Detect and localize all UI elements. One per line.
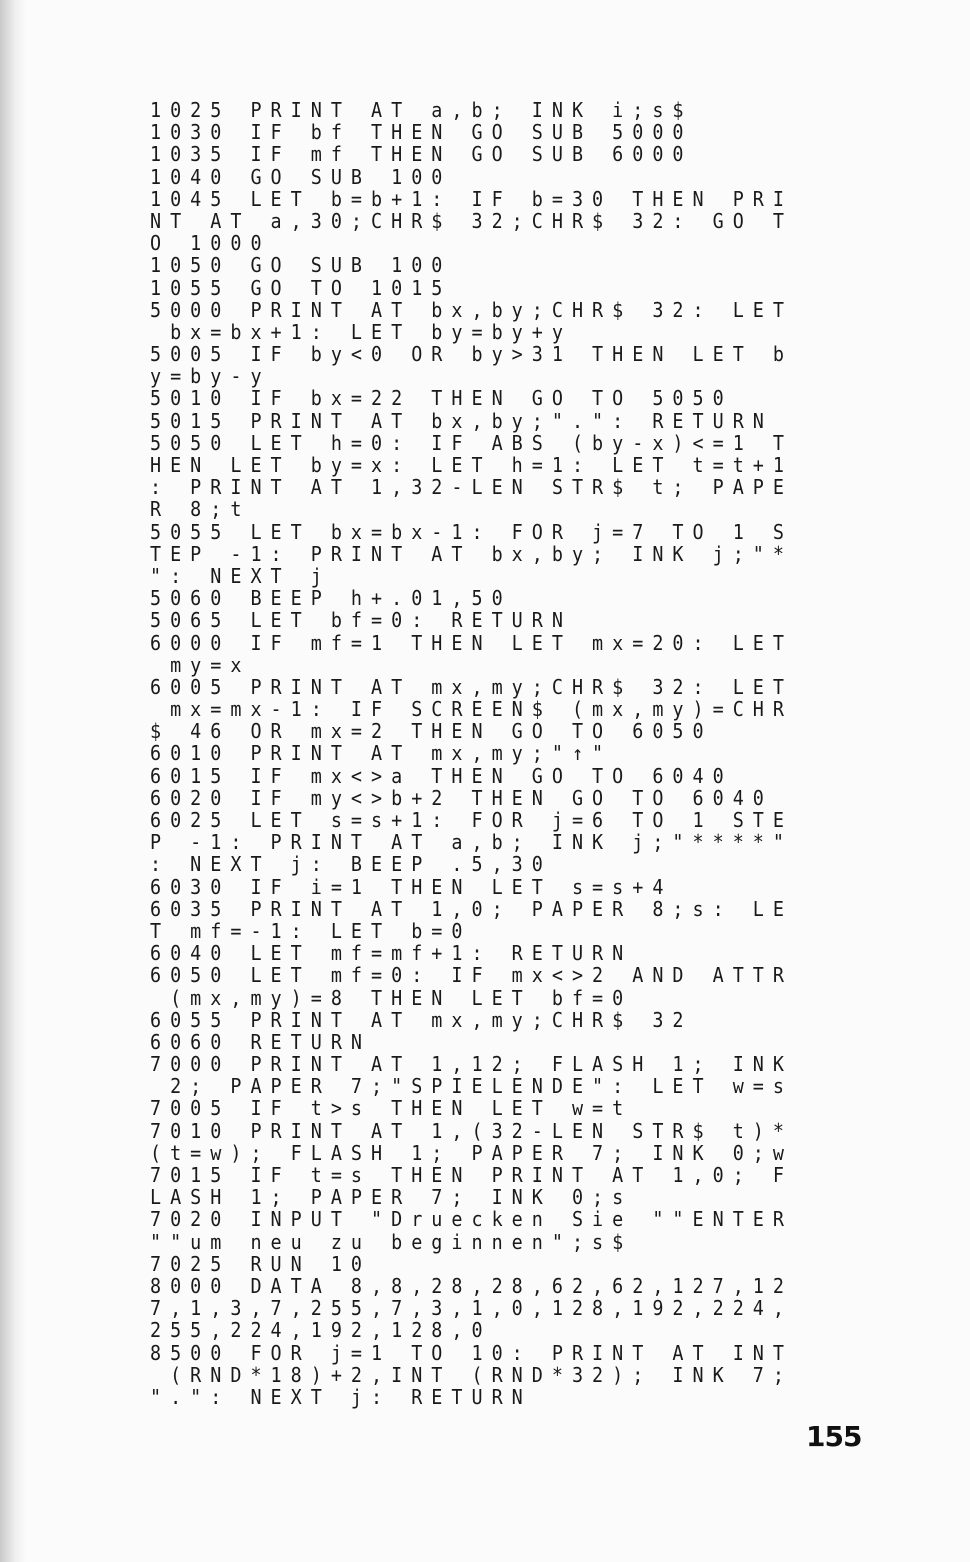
code-line: 5015 PRINT AT bx,by;".": RETURN: [150, 408, 773, 433]
code-line: 6030 IF i=1 THEN LET s=s+4: [150, 874, 673, 899]
code-line: 1055 GO TO 1015: [150, 275, 452, 300]
code-line: R 8;t: [150, 497, 251, 522]
code-line: 1025 PRINT AT a,b; INK i;s$: [150, 98, 693, 122]
code-line: 6060 RETURN: [150, 1029, 372, 1054]
code-line: bx=bx+1: LET by=by+y: [150, 319, 572, 344]
code-line: 5055 LET bx=bx-1: FOR j=7 TO 1 S: [150, 519, 794, 544]
code-line: 5065 LET bf=0: RETURN: [150, 608, 572, 633]
code-line: 7,1,3,7,255,7,3,1,0,128,192,224,: [150, 1296, 794, 1321]
code-line: : PRINT AT 1,32-LEN STR$ t; PAPE: [150, 475, 794, 500]
page-number: 155: [806, 1420, 862, 1453]
code-line: 2; PAPER 7;"SPIELENDE": LET w=s: [150, 1074, 794, 1099]
code-line: TEP -1: PRINT AT bx,by; INK j;"*: [150, 541, 794, 566]
code-line: 7010 PRINT AT 1,(32-LEN STR$ t)*: [150, 1118, 794, 1143]
code-line: ".": NEXT j: RETURN: [150, 1384, 532, 1409]
code-line: O 1000: [150, 231, 271, 256]
code-line: (t=w); FLASH 1; PAPER 7; INK 0;w: [150, 1140, 794, 1165]
code-line: 7005 IF t>s THEN LET w=t: [150, 1096, 633, 1121]
code-line: ""um neu zu beginnen";s$: [150, 1229, 633, 1254]
code-line: 6040 LET mf=mf+1: RETURN: [150, 941, 633, 966]
code-line: ": NEXT j: [150, 563, 331, 588]
code-line: 7000 PRINT AT 1,12; FLASH 1; INK: [150, 1052, 794, 1077]
code-line: 1050 GO SUB 100: [150, 253, 452, 278]
code-line: T mf=-1: LET b=0: [150, 918, 472, 943]
code-line: 5005 IF by<0 OR by>31 THEN LET b: [150, 342, 794, 367]
code-line: y=by-y: [150, 364, 271, 389]
code-line: 6055 PRINT AT mx,my;CHR$ 32: [150, 1007, 693, 1032]
code-line: P -1: PRINT AT a,b; INK j;"****": [150, 830, 794, 855]
code-line: 1040 GO SUB 100: [150, 164, 452, 189]
code-line: 6035 PRINT AT 1,0; PAPER 8;s: LE: [150, 896, 794, 921]
code-line: 6010 PRINT AT mx,my;"↑": [150, 741, 613, 766]
code-line: 5050 LET h=0: IF ABS (by-x)<=1 T: [150, 430, 794, 455]
code-line: 7020 INPUT "Druecken Sie ""ENTER: [150, 1207, 794, 1232]
code-line: 6050 LET mf=0: IF mx<>2 AND ATTR: [150, 963, 794, 988]
code-line: 5010 IF bx=22 THEN GO TO 5050: [150, 386, 733, 411]
code-line: 5060 BEEP h+.01,50: [150, 586, 512, 611]
code-line: NT AT a,30;CHR$ 32;CHR$ 32: GO T: [150, 208, 794, 233]
code-line: : NEXT j: BEEP .5,30: [150, 852, 552, 877]
code-line: 6000 IF mf=1 THEN LET mx=20: LET: [150, 630, 794, 655]
code-line: 6025 LET s=s+1: FOR j=6 TO 1 STE: [150, 808, 794, 832]
code-line: 5000 PRINT AT bx,by;CHR$ 32: LET: [150, 297, 794, 322]
code-line: 7015 IF t=s THEN PRINT AT 1,0; F: [150, 1163, 794, 1187]
code-line: 6015 IF mx<>a THEN GO TO 6040: [150, 763, 733, 788]
code-line: my=x: [150, 652, 251, 677]
code-line: 255,224,192,128,0: [150, 1318, 492, 1343]
code-line: LASH 1; PAPER 7; INK 0;s: [150, 1185, 633, 1210]
code-line: 6020 IF my<>b+2 THEN GO TO 6040: [150, 785, 773, 810]
code-line: 1030 IF bf THEN GO SUB 5000: [150, 120, 693, 145]
code-line: 6005 PRINT AT mx,my;CHR$ 32: LET: [150, 674, 794, 699]
code-line: (RND*18)+2,INT (RND*32); INK 7;: [150, 1362, 794, 1387]
code-line: 8000 DATA 8,8,28,28,62,62,127,12: [150, 1273, 794, 1298]
code-line: $ 46 OR mx=2 THEN GO TO 6050: [150, 719, 713, 744]
basic-program-listing: [150, 99, 850, 1408]
code-line: (mx,my)=8 THEN LET bf=0: [150, 985, 633, 1010]
code-line: 1045 LET b=b+1: IF b=30 THEN PRI: [150, 186, 794, 211]
code-line: mx=mx-1: IF SCREEN$ (mx,my)=CHR: [150, 697, 794, 722]
code-line: 7025 RUN 10: [150, 1251, 372, 1276]
code-line: 8500 FOR j=1 TO 10: PRINT AT INT: [150, 1340, 794, 1365]
code-line: 1035 IF mf THEN GO SUB 6000: [150, 142, 693, 167]
code-line: HEN LET by=x: LET h=1: LET t=t+1: [150, 453, 794, 477]
